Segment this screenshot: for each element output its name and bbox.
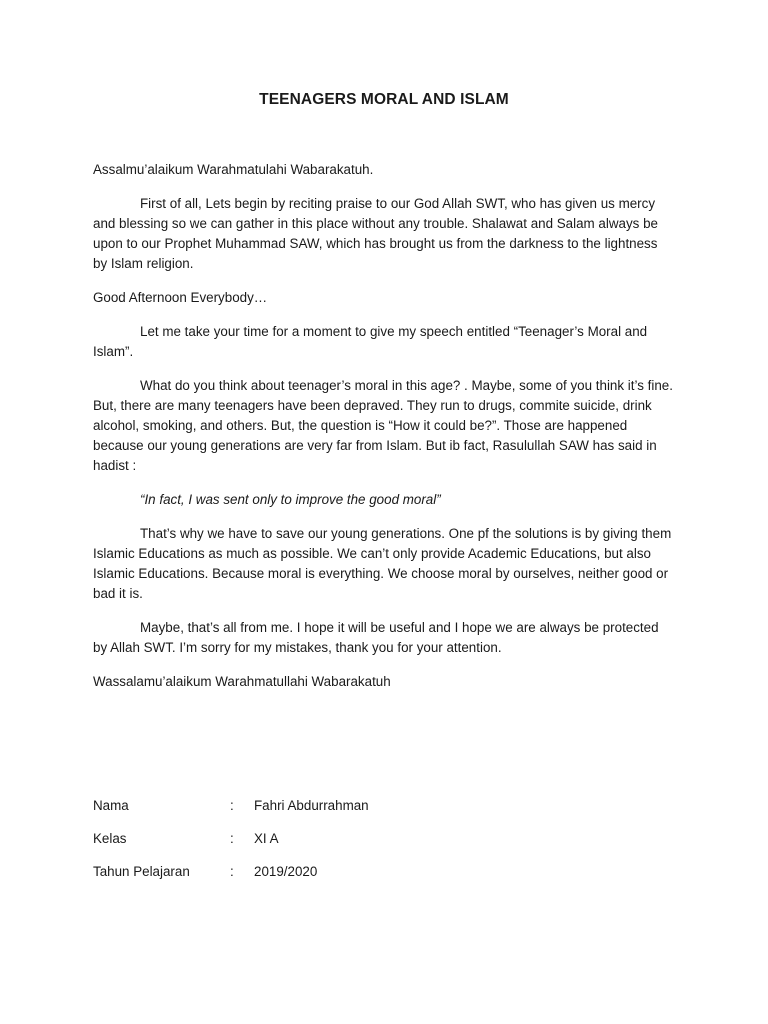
closing-greeting: Wassalamu’alaikum Warahmatullahi Wabarakatuh bbox=[93, 674, 391, 690]
identity-row-class bbox=[93, 831, 493, 851]
good-afternoon-line: Good Afternoon Everybody… bbox=[93, 290, 268, 306]
student-identity bbox=[93, 798, 513, 888]
speech-intro-paragraph: Let me take your time for a moment to give my speech entitled “Teenager’s Moral and Islam”. bbox=[93, 323, 648, 359]
identity-label: Tahun Pelajaran bbox=[93, 864, 190, 879]
identity-row-year bbox=[93, 864, 493, 884]
identity-label: Nama bbox=[93, 798, 129, 813]
greeting-line: Assalmu’alaikum Warahmatulahi Wabarakatuh. bbox=[93, 162, 374, 177]
opening-paragraph: First of all, Lets begin by reciting praise to our God Allah SWT, who has given us mercy and blessing so we can gather in this place without any trouble. Shalawat and Salam always be upon to our Prophet Muhammad SAW, which has brought us from the darkness to the lightness by Islam religion. bbox=[93, 195, 658, 272]
identity-colon: : bbox=[230, 798, 234, 813]
identity-value: 2019/2020 bbox=[254, 864, 318, 879]
identity-value: Fahri Abdurrahman bbox=[254, 798, 369, 813]
speech-body bbox=[93, 160, 675, 706]
hadith-quote: “In fact, I was sent only to improve the good moral” bbox=[140, 492, 441, 508]
identity-value: XI A bbox=[254, 831, 279, 846]
question-paragraph: What do you think about teenager’s moral in this age? . Maybe, some of you think it’s fine. But, there are many teenagers have been depraved. They run to drugs, commite suicide, drink alcohol, smoking, and others. But, the question is “How it could be?”. Those are happened because our young generations are very far from Islam. But ib fact, Rasulullah SAW has said in hadist : bbox=[93, 377, 673, 474]
identity-colon: : bbox=[230, 831, 234, 846]
identity-colon: : bbox=[230, 864, 234, 879]
identity-row-name bbox=[93, 798, 493, 818]
closing-paragraph: Maybe, that’s all from me. I hope it will be useful and I hope we are always be protected by Allah SWT. I’m sorry for my mistakes, thank you for your attention. bbox=[93, 620, 659, 656]
identity-label: Kelas bbox=[93, 831, 127, 846]
document-title: TEENAGERS MORAL AND ISLAM bbox=[259, 91, 509, 108]
solution-paragraph: That’s why we have to save our young generations. One pf the solutions is by giving them Islamic Educations as much as possible. We can’t only provide Academic Educations, but also Islamic Educations. Because moral is everything. We choose moral by ourselves, neither good or bad it is. bbox=[93, 525, 672, 602]
